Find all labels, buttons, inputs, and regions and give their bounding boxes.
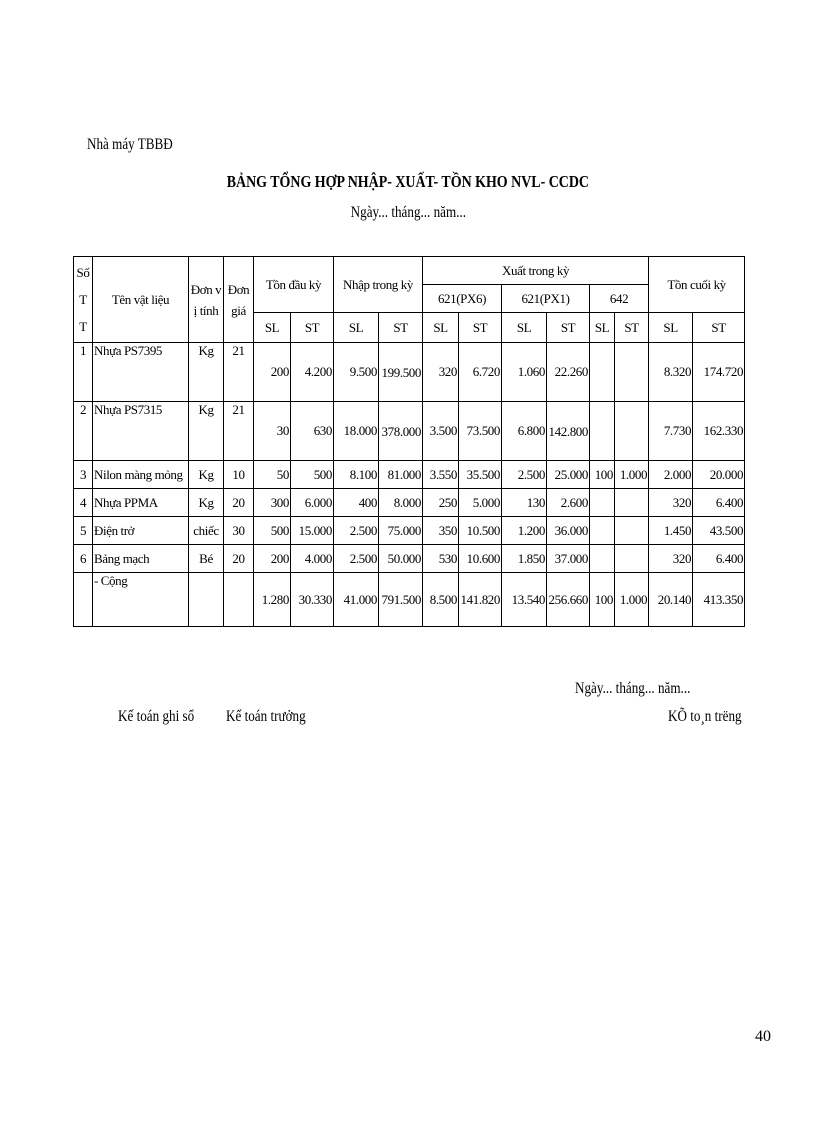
header-name: Tên vật liệu	[93, 257, 189, 343]
cell-price: 21	[224, 343, 254, 402]
cell-name: Nilon màng mỏng	[93, 461, 189, 489]
cell-close-st: 6.400	[693, 489, 745, 517]
cell-px1-st: 36.000	[547, 517, 590, 545]
cell-stt: 6	[74, 545, 93, 573]
header-st: ST	[379, 313, 423, 343]
cell-unit: Bé	[189, 545, 224, 573]
cell-unit-empty	[189, 573, 224, 627]
cell-stt: 3	[74, 461, 93, 489]
signature-manager-text: KÕ to¸n trëng	[668, 708, 742, 725]
table-row	[74, 545, 745, 573]
cell-imp-sl: 18.000	[334, 402, 379, 461]
header-sl: SL	[502, 313, 547, 343]
signature-chief-accountant	[226, 708, 323, 726]
cell-px1-sl: 6.800	[502, 402, 547, 461]
cell-price-empty	[224, 573, 254, 627]
cell-px1-sl: 130	[502, 489, 547, 517]
cell-px1-sl: 1.060	[502, 343, 547, 402]
cell-stt: 5	[74, 517, 93, 545]
cell-unit: Kg	[189, 461, 224, 489]
total-px1-sl: 13.540	[502, 573, 547, 627]
cell-close-sl: 320	[649, 545, 693, 573]
document-title-text: BẢNG TỔNG HỢP NHẬP- XUẤT- TỒN KHO NVL- CCDC	[226, 172, 590, 191]
table-row	[74, 489, 745, 517]
header-st: ST	[291, 313, 334, 343]
header-export-642: 642	[590, 285, 649, 313]
cell-name: Nhựa PS7315	[93, 402, 189, 461]
cell-open-sl: 50	[254, 461, 291, 489]
cell-close-sl: 320	[649, 489, 693, 517]
organization-name: Nhà máy TBBĐ	[87, 136, 173, 153]
header-export-621-px1: 621(PX1)	[502, 285, 590, 313]
document-date-line	[0, 204, 816, 222]
cell-imp-st: 199.500	[379, 343, 423, 402]
total-close-st: 413.350	[693, 573, 745, 627]
cell-name: Nhựa PPMA	[93, 489, 189, 517]
cell-close-st: 162.330	[693, 402, 745, 461]
header-export: Xuất trong kỳ	[423, 257, 649, 285]
cell-px1-st: 2.600	[547, 489, 590, 517]
cell-unit: Kg	[189, 402, 224, 461]
cell-close-st: 43.500	[693, 517, 745, 545]
cell-open-st: 4.200	[291, 343, 334, 402]
total-imp-sl: 41.000	[334, 573, 379, 627]
cell-imp-st: 378.000	[379, 402, 423, 461]
cell-open-st: 4.000	[291, 545, 334, 573]
cell-open-st: 500	[291, 461, 334, 489]
cell-px6-sl: 320	[423, 343, 459, 402]
cell-open-sl: 200	[254, 343, 291, 402]
header-stt-line3: T	[79, 319, 87, 334]
table-row	[74, 343, 745, 402]
cell-price: 20	[224, 489, 254, 517]
cell-px6-st: 6.720	[459, 343, 502, 402]
cell-642-st	[615, 343, 649, 402]
header-stt-line2: T	[79, 292, 87, 307]
header-st: ST	[615, 313, 649, 343]
signature-chief-text: Kế toán trưởng	[226, 708, 306, 725]
cell-open-st: 630	[291, 402, 334, 461]
cell-open-sl: 300	[254, 489, 291, 517]
signature-accountant-text: Kế toán ghi sổ	[118, 708, 195, 725]
header-st: ST	[547, 313, 590, 343]
signature-accountant	[118, 708, 211, 726]
cell-name: Nhựa PS7395	[93, 343, 189, 402]
total-px6-sl: 8.500	[423, 573, 459, 627]
cell-close-sl: 8.320	[649, 343, 693, 402]
cell-px1-st: 142.800	[547, 402, 590, 461]
cell-642-sl	[590, 545, 615, 573]
signature-date-text: Ngày... tháng... năm...	[575, 680, 691, 697]
page-number: 40	[755, 1028, 771, 1045]
cell-close-sl: 1.450	[649, 517, 693, 545]
cell-name: Bảng mạch	[93, 545, 189, 573]
cell-open-st: 6.000	[291, 489, 334, 517]
cell-642-st	[615, 545, 649, 573]
cell-stt-empty	[74, 573, 93, 627]
total-imp-st: 791.500	[379, 573, 423, 627]
header-stt	[74, 257, 93, 343]
document-date-text: Ngày... tháng... năm...	[350, 204, 466, 221]
header-sl: SL	[590, 313, 615, 343]
cell-unit: Kg	[189, 489, 224, 517]
header-closing: Tồn cuối kỳ	[649, 257, 745, 313]
total-close-sl: 20.140	[649, 573, 693, 627]
cell-price: 20	[224, 545, 254, 573]
cell-642-st: 1.000	[615, 461, 649, 489]
cell-open-sl: 500	[254, 517, 291, 545]
cell-642-sl	[590, 489, 615, 517]
total-row	[74, 573, 745, 627]
header-import: Nhập trong kỳ	[334, 257, 423, 313]
cell-imp-sl: 9.500	[334, 343, 379, 402]
cell-px1-sl: 1.200	[502, 517, 547, 545]
cell-price: 10	[224, 461, 254, 489]
cell-imp-st: 75.000	[379, 517, 423, 545]
cell-imp-sl: 400	[334, 489, 379, 517]
cell-close-sl: 2.000	[649, 461, 693, 489]
inventory-summary-table	[73, 256, 745, 627]
header-export-621-px6: 621(PX6)	[423, 285, 502, 313]
cell-px6-sl: 530	[423, 545, 459, 573]
cell-px1-st: 25.000	[547, 461, 590, 489]
cell-px1-st: 22.260	[547, 343, 590, 402]
cell-unit: chiếc	[189, 517, 224, 545]
table-row	[74, 517, 745, 545]
header-sl: SL	[334, 313, 379, 343]
cell-close-st: 6.400	[693, 545, 745, 573]
cell-px6-st: 10.600	[459, 545, 502, 573]
total-open-sl: 1.280	[254, 573, 291, 627]
signature-manager	[668, 708, 758, 726]
cell-642-sl: 100	[590, 461, 615, 489]
cell-imp-st: 81.000	[379, 461, 423, 489]
header-st: ST	[459, 313, 502, 343]
cell-imp-sl: 2.500	[334, 517, 379, 545]
cell-open-st: 15.000	[291, 517, 334, 545]
cell-open-sl: 200	[254, 545, 291, 573]
cell-imp-sl: 2.500	[334, 545, 379, 573]
cell-px6-st: 10.500	[459, 517, 502, 545]
cell-price: 30	[224, 517, 254, 545]
header-st: ST	[693, 313, 745, 343]
table-row	[74, 402, 745, 461]
cell-px6-sl: 3.500	[423, 402, 459, 461]
cell-642-st	[615, 517, 649, 545]
cell-px1-sl: 1.850	[502, 545, 547, 573]
total-px6-st: 141.820	[459, 573, 502, 627]
total-px1-st: 256.660	[547, 573, 590, 627]
cell-642-sl	[590, 402, 615, 461]
cell-px6-st: 35.500	[459, 461, 502, 489]
cell-imp-st: 50.000	[379, 545, 423, 573]
cell-open-sl: 30	[254, 402, 291, 461]
cell-px6-st: 5.000	[459, 489, 502, 517]
cell-name: Điện trở	[93, 517, 189, 545]
cell-imp-st: 8.000	[379, 489, 423, 517]
cell-close-st: 20.000	[693, 461, 745, 489]
cell-stt: 1	[74, 343, 93, 402]
cell-stt: 4	[74, 489, 93, 517]
cell-642-st	[615, 402, 649, 461]
cell-unit: Kg	[189, 343, 224, 402]
header-row-1	[74, 257, 745, 285]
cell-px6-st: 73.500	[459, 402, 502, 461]
signature-date-line	[575, 680, 716, 698]
cell-642-sl	[590, 517, 615, 545]
total-642-st: 1.000	[615, 573, 649, 627]
cell-imp-sl: 8.100	[334, 461, 379, 489]
header-opening: Tồn đầu kỳ	[254, 257, 334, 313]
table-row	[74, 461, 745, 489]
cell-px1-sl: 2.500	[502, 461, 547, 489]
header-price: Đơn giá	[224, 257, 254, 343]
cell-px6-sl: 350	[423, 517, 459, 545]
total-open-st: 30.330	[291, 573, 334, 627]
cell-close-sl: 7.730	[649, 402, 693, 461]
total-label: - Cộng	[93, 573, 189, 627]
header-sl: SL	[254, 313, 291, 343]
document-title	[0, 172, 816, 192]
cell-close-st: 174.720	[693, 343, 745, 402]
total-642-sl: 100	[590, 573, 615, 627]
cell-px1-st: 37.000	[547, 545, 590, 573]
cell-px6-sl: 250	[423, 489, 459, 517]
cell-price: 21	[224, 402, 254, 461]
header-stt-line1: Số	[76, 265, 90, 280]
cell-642-sl	[590, 343, 615, 402]
cell-stt: 2	[74, 402, 93, 461]
header-sl: SL	[649, 313, 693, 343]
cell-px6-sl: 3.550	[423, 461, 459, 489]
header-sl: SL	[423, 313, 459, 343]
header-unit: Đơn vị tính	[189, 257, 224, 343]
cell-642-st	[615, 489, 649, 517]
